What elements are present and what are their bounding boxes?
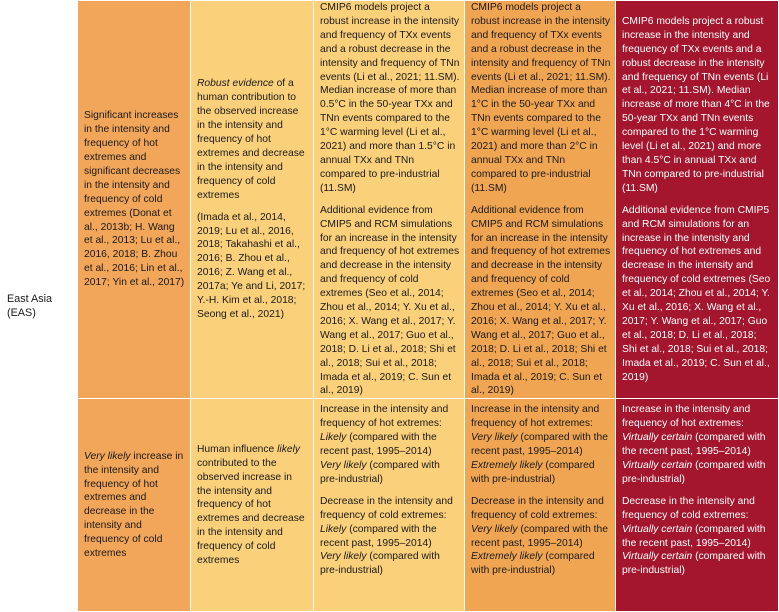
- cold-header: Decrease in the intensity and frequency of cold extremes:: [471, 495, 604, 521]
- likelihood-term: Virtually certain: [622, 432, 693, 444]
- attribution-cell: [191, 1, 314, 399]
- hot-header: Increase in the intensity and frequency of hot extremes:: [622, 404, 751, 430]
- comparison-text: (compared with the recent past, 1995–2014): [622, 523, 766, 549]
- comparison-text: (compared with pre-industrial): [471, 551, 595, 577]
- spacer: [471, 196, 611, 204]
- spacer: [622, 196, 774, 204]
- hot-preindustrial: [320, 459, 460, 487]
- comparison-text: (compared with the recent past, 1995–2014): [471, 523, 608, 549]
- attribution-body: contributed to the observed increase in the intensity and frequency of hot extremes and decrease in the intensity and frequency of cold extremes: [197, 457, 305, 567]
- hot-recent: [622, 431, 774, 459]
- observed-text: Significant increases in the intensity and frequency of hot extremes and significant decreases in the intensity and frequency of cold extremes (Donat et al., 2013b; H. Wang et al., 2013; Lu et al., 2016, 2018; B. Zhou et al., 2016; Lin et al., 2017; Yin et al., 2017): [84, 110, 185, 289]
- comparison-text: (compared with pre-industrial): [320, 460, 440, 485]
- cold-recent: [471, 523, 611, 551]
- projection-main-text: CMIP6 models project a robust increase in the intensity and frequency of TXx events and a robust decrease in the intensity and frequency of TNn events (Li et al., 2021; 11.SM). Median increase of more than 4°C in the 50-year TXx and TNn events compared to the 1°C warming level (Li et al., 2021) and more than 4.5°C in annual TXx and TNn compared to pre-industrial (11.SM): [622, 15, 770, 194]
- hot-preindustrial: [471, 459, 611, 487]
- likelihood-term: Virtually certain: [622, 460, 693, 471]
- comparison-text: (compared with pre-industrial): [622, 460, 766, 485]
- likelihood-term: Virtually certain: [622, 551, 693, 563]
- comparison-text: (compared with pre-industrial): [622, 551, 766, 577]
- cold-preindustrial: [622, 550, 774, 578]
- confidence-term: Robust evidence: [197, 78, 274, 90]
- projection-4-cell: [616, 399, 779, 612]
- projection-main-text: CMIP6 models project a robust increase in the intensity and frequency of TXx events and a robust decrease in the intensity and frequency of TNn events (Li et al., 2021; 11.SM). Median increase of more than 0.5°C in the 50-year TXx and TNn events compared to the 1°C warming level (Li et al., 2021) and more than 1.5°C in annual TXx and TNn compared to pre-industrial (11.SM): [320, 2, 460, 194]
- likelihood-term: Likely: [320, 523, 347, 535]
- spacer: [320, 487, 460, 495]
- comparison-text: (compared with pre-industrial): [471, 460, 595, 485]
- projection-additional-text: Additional evidence from CMIP5 and RCM simulations for an increase in the intensity and frequency of hot extremes and decrease in the intensity and frequency of cold extremes (Seo et al., 2014; Zhou et al., 2014; Y. Xu et al., 2016; X. Wang et al., 2017; Y. Wang et al., 2017; Guo et al., 2018; D. Li et al., 2018; Shi et al., 2018; Sui et al., 2018; Imada et al., 2019; C. Sun et al., 2019): [320, 204, 460, 397]
- likelihood-term: Extremely likely: [471, 551, 543, 563]
- observed-trend-cell: [78, 399, 191, 612]
- likelihood-term: Virtually certain: [622, 523, 693, 535]
- attribution-refs: (Imada et al., 2014, 2019; Lu et al., 2016, 2018; Takahashi et al., 2016; B. Zhou et al., 2016; Z. Wang et al., 2017a; Ye and Li, 2017; Y.-H. Kim et al., 2018; Seong et al., 2021): [197, 211, 306, 320]
- likelihood-term: likely: [277, 443, 301, 455]
- observed-body: increase in the intensity and frequency of hot extremes and decrease in the intensity and frequency of cold extremes: [84, 450, 184, 560]
- projection-main-text: CMIP6 models project a robust increase in the intensity and frequency of TXx events and a robust decrease in the intensity and frequency of TNn events (Li et al., 2021; 11.SM). Median increase of more than 1°C in the 50-year TXx and TNn events compared to the 1°C warming level (Li et al., 2021) and more than 2°C in annual TXx and TNn compared to pre-industrial (11.SM): [471, 2, 611, 194]
- projection-4-cell: [616, 1, 779, 399]
- table-row: [1, 1, 779, 399]
- region-code: (EAS): [7, 307, 36, 320]
- likelihood-term: Very likely: [471, 432, 518, 444]
- projection-additional-text: Additional evidence from CMIP5 and RCM simulations for an increase in the intensity and frequency of hot extremes and decrease in the intensity and frequency of cold extremes (Seo et al., 2014; Zhou et al., 2014; Y. Xu et al., 2016; X. Wang et al., 2017; Y. Wang et al., 2017; Guo et al., 2018; D. Li et al., 2018; Shi et al., 2018; Sui et al., 2018; Imada et al., 2019; C. Sun et al., 2019): [471, 204, 611, 397]
- projection-2-cell: [465, 1, 616, 399]
- comparison-text: (compared with the recent past, 1995–2014): [320, 523, 437, 549]
- likelihood-term: Very likely: [471, 523, 518, 535]
- likelihood-term: Very likely: [320, 460, 367, 471]
- table-row: [1, 399, 779, 612]
- attribution-text: [197, 77, 309, 202]
- cold-header: Decrease in the intensity and frequency of cold extremes:: [320, 495, 453, 521]
- cold-header: Decrease in the intensity and frequency of cold extremes:: [622, 495, 755, 521]
- observed-trend-cell: [78, 1, 191, 399]
- spacer: [471, 487, 611, 495]
- projection-1-5-cell: [314, 399, 465, 612]
- projection-1-5-cell: [314, 1, 465, 399]
- attribution-cell: [191, 399, 314, 612]
- region-name: East Asia: [7, 293, 53, 306]
- hot-header: Increase in the intensity and frequency of hot extremes:: [471, 404, 600, 430]
- cold-recent: [622, 523, 774, 551]
- likelihood-term: Likely: [320, 432, 347, 444]
- projection-additional-text: Additional evidence from CMIP5 and RCM simulations for an increase in the intensity and frequency of hot extremes and decrease in the intensity and frequency of cold extremes (Seo et al., 2014; Zhou et al., 2014; Y. Xu et al., 2016; X. Wang et al., 2017; Y. Wang et al., 2017; Guo et al., 2018; D. Li et al., 2018; Shi et al., 2018; Sui et al., 2018; Imada et al., 2019; C. Sun et al., 2019): [622, 204, 771, 383]
- projection-2-cell: [465, 399, 616, 612]
- comparison-text: (compared with pre-industrial): [320, 551, 440, 577]
- cold-preindustrial: [471, 550, 611, 578]
- attribution-body: of a human contribution to the observed increase in the intensity and frequency of hot extremes and decrease in the intensity and frequency of cold extremes: [197, 78, 305, 201]
- hot-preindustrial: [622, 459, 774, 487]
- likelihood-term: Very likely: [84, 450, 131, 462]
- spacer: [197, 203, 309, 211]
- comparison-text: (compared with the recent past, 1995–2014): [622, 432, 766, 458]
- attribution-pre: Human influence: [197, 443, 278, 455]
- likelihood-term: Very likely: [320, 551, 367, 563]
- spacer: [320, 196, 460, 204]
- observed-text: [84, 451, 183, 559]
- cold-preindustrial: [320, 550, 460, 578]
- comparison-text: (compared with the recent past, 1995–2014): [320, 432, 437, 458]
- attribution-text: [197, 444, 305, 566]
- hot-header: Increase in the intensity and frequency of hot extremes:: [320, 404, 449, 430]
- hot-recent: [320, 431, 460, 459]
- region-cell: [1, 1, 78, 612]
- hot-recent: [471, 431, 611, 459]
- cold-recent: [320, 523, 460, 551]
- spacer: [622, 487, 774, 495]
- likelihood-term: Extremely likely: [471, 460, 543, 471]
- comparison-text: (compared with the recent past, 1995–2014): [471, 432, 608, 458]
